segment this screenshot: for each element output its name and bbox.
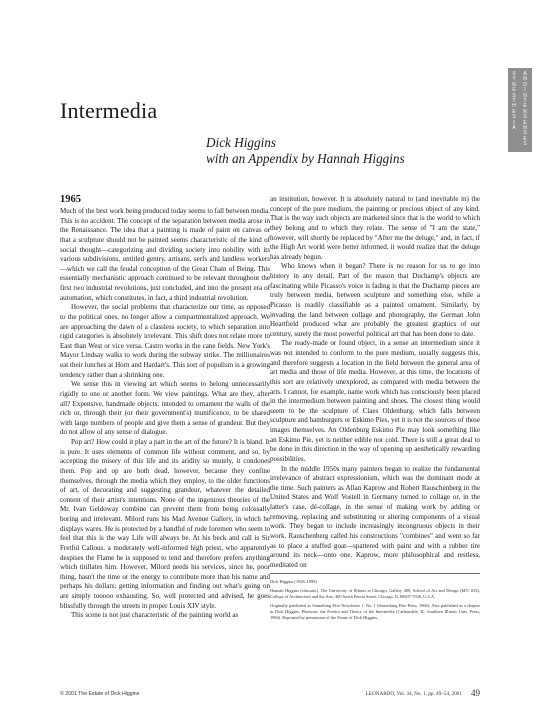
- body-column-left: [60, 194, 270, 621]
- author-appendix: with an Appendix by Hannah Higgins: [206, 150, 405, 166]
- author-name: Dick Higgins: [206, 135, 276, 150]
- paragraph: The ready-made or found object, in a sense an intermedium since it was not intended to conform to the pure medium, usually suggests this, and therefore suggests a location in the field between the general area of art media and those of life media. However, at this time, the locations of this sort are relatively unexplored, as compared with media between the arts. I cannot, for example, name work which has consciously been placed in the intermedium between painting and shoes. The closest thing would seem to be the sculpture of Claes Oldenburg, which falls between sculpture and hamburgers or Eskimo Pies, yet it is not the sources of these images themselves. An Oldenburg Eskimo Pie may look something like an Eskimo Pie, yet is neither edible nor cold. There is still a great deal to be done in this direction in the way of opening up aesthetically rewarding possibilities.: [270, 339, 480, 463]
- article-notes: [270, 573, 480, 623]
- article-title: Intermedia: [60, 98, 158, 123]
- body-column-right: [270, 195, 480, 570]
- page-footer: [60, 688, 480, 700]
- paragraph: Pop art? How could it play a part in the art of the future? It is bland. It is pure. It uses elements of common life without comment, and so, by accepting the misery of this life and its aridity so mutely, it condones them. Pop and op are both dead, however, because they confine themselves, through the media which they employ, to the older functions of art, of decorating and suggesting grandeur, whatever the detailed content of their artist's intentions. None of the ingenious theories of the Mr. Ivan Geldoway combine can prevent them from being colossally boring and irrelevant. Milord runs his Mad Avenue Gallery, in which he displays wares. He is protected by a handful of rude foremen who seem to feel that this is the way Life will always be. At his beck and call is Sir Fretful Callous, a moderately well-informed high priest, who apparently despises the Flame he is supposed to tend and therefore prefers anything which titillates him. However, Milord needs his services, since he, poor thing, hasn't the time or the energy to contribute more than his name and perhaps his dollars; getting information and finding out what's going on are simply tooooo exhausting. So, well protected and advised, he goes blissfully through the streets in proper Louis XIV style.: [60, 438, 270, 610]
- author-block: [206, 135, 405, 166]
- paragraph: However, the social problems that characterize our time, as opposed to the political ones, no longer allow a compartmentalized approach. We are approaching the dawn of a classless society, to which separation into rigid categories is absolutely irrelevant. This shift does not relate more to East than West or vice versa. Castro works in the cane fields. New York's Mayor Lindsay walks to work during the subway strike. The millionaires eat their lunches at Horn and Hardart's. This sort of populism is a growing tendency rather than a shrinking one.: [60, 303, 270, 379]
- section-tab-label-2: A N D I N T E R S E N S E S: [523, 71, 527, 148]
- section-tab-label-1: S Y N E S T H E S I A: [512, 71, 516, 132]
- paragraph: We sense this in viewing art which seems to belong unnecessarily rigidly to one or another form. We view paintings. What are they, after all? Expensive, handmade objects, intended to ornament the walls of the rich or, through their (or their government's) munificence, to be shared with large numbers of people and give them a sense of grandeur. But they do not allow of any sense of dialogue.: [60, 380, 270, 437]
- paragraph: an institution, however. It is absolutely natural to (and inevitable in) the concept of the pure medium, the painting or precious object of any kind. That is the way such objects are marketed since that is the world to which they belong and to which they relate. The sense of "I am the state," however, will shortly be replaced by "After me the deluge," and, in fact, if the High Art world were better informed, it would realize that the deluge has already begun.: [270, 195, 480, 261]
- notes-original-publication: Originally published as Something Else Newsletter 1, No. 1 (Something Else Press, 1966). Also published as a chapter in Dick Higgins, Horizons, the Poetics and Theory of the Intermedia (Carbondale, IL: Southern Illinois Univ. Press, 1984). Reprinted by permission of the Estate of Dick Higgins.: [270, 602, 480, 620]
- section-tab: [508, 68, 532, 152]
- paragraph: This scene is not just characteristic of the painting world as: [71, 611, 239, 620]
- notes-address: Hannah Higgins (educator), The University of Illinois at Chicago, Gallery 400, School of Art and Design (M/C 033), College of Architecture and the Arts, 400 South Peoria Street, Chicago, IL 60607-7036, U.S.A.: [270, 587, 480, 599]
- paragraph: Much of the best work being produced today seems to fall between media. This is no accident. The concept of the separation between media arose in the Renaissance. The idea that a painting is made of paint on canvas or that a sculpture should not be painted seems characteristic of the kind of social thought—categorizing and dividing society into nobility with its various subdivisions, untitled gentry, artisans, serfs and landless workers—which we call the feudal conception of the Great Chain of Being. This essentially mechanistic approach continued to be relevant throughout the first two industrial revolutions, just concluded, and into the present era of automation, which constitutes, in fact, a third industrial revolution.: [60, 207, 270, 302]
- section-heading: 1965: [60, 194, 81, 205]
- notes-byline: Dick Higgins (1938–1998): [270, 579, 317, 584]
- footer-journal: LEONARDO, Vol. 34, No. 1, pp. 49–54, 2001: [365, 691, 462, 697]
- paragraph: Who knows when it began? There is no reason for us to go into history in any detail. Part of the reason that Duchamp's objects are fascinating while Picasso's voice is fading is that the Duchamp pieces are truly between media, between sculpture and something else, while a Picasso is readily classifiable as a painted ornament. Similarly, by invading the land between collage and photography, the German John Heartfield produced what are probably the greatest graphics of our century, surely the most powerful political art that has been done to date.: [270, 262, 480, 338]
- page-number: 49: [471, 688, 480, 698]
- footer-copyright: © 2001 The Estate of Dick Higgins: [60, 691, 140, 697]
- paragraph: In the middle 1950s many painters began to realize the fundamental irrelevance of abstract expressionism, which was the dominant mode at the time. Such painters as Allan Kaprow and Robert Rauschenberg in the United States and Wolf Vostell in Germany turned to collage or, in the latter's case, dé-collage, in the sense of making work by adding or removing, replacing and substituting or altering components of a visual work. They began to include increasingly incongruous objects in their work. Rauschenberg called his constructions "combines" and went so far as to place a stuffed goat—spattered with paint and with a rubber tire around its neck—onto one. Kaprow, more philosophical and restless, meditated on: [270, 464, 480, 569]
